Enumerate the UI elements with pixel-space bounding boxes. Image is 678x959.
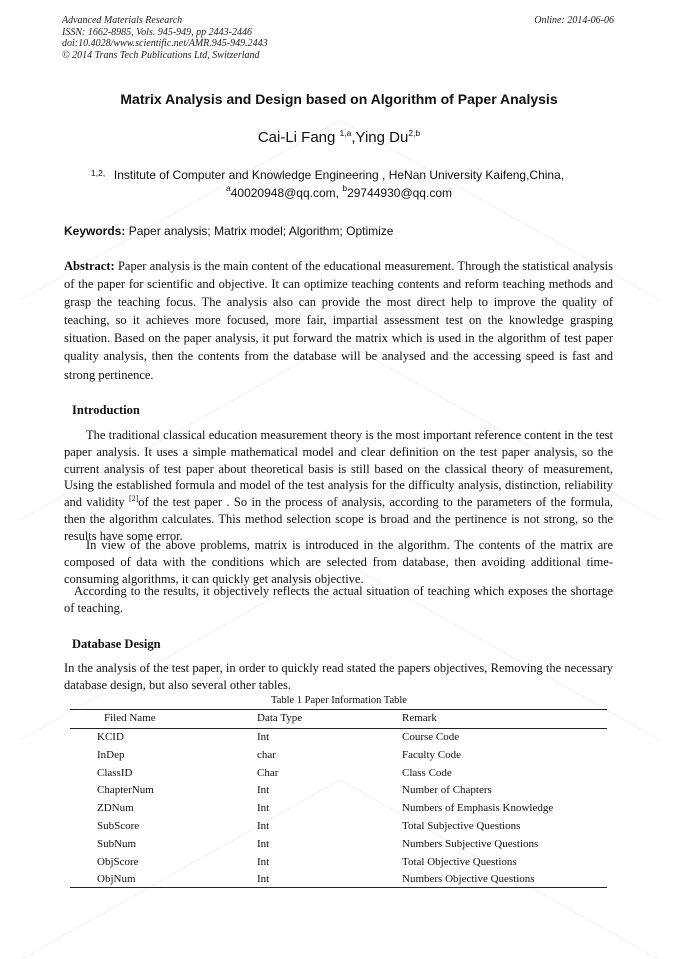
table-top-rule bbox=[70, 709, 607, 710]
intro-paragraph-2: In view of the above problems, matrix is introduced in the algorithm. The contents of the matrix are composed of data with the conditions which are selected from database, then avoiding additional time-consuming algorithms, it can quickly get analysis objective. bbox=[64, 538, 613, 586]
table-cell: Numbers Subjective Questions bbox=[402, 837, 539, 850]
journal-doi: doi:10.4028/www.scientific.net/AMR.945-949.2443 bbox=[62, 38, 268, 50]
keywords bbox=[64, 224, 393, 238]
table-header-rule bbox=[70, 728, 607, 729]
abstract bbox=[64, 257, 613, 384]
table-cell: Int bbox=[257, 731, 270, 743]
table-cell: Total Subjective Questions bbox=[402, 820, 521, 832]
author-line bbox=[0, 129, 678, 146]
table-cell: SubScore bbox=[97, 820, 140, 832]
author-1-affil: 1,a bbox=[339, 128, 352, 138]
online-date: Online: 2014-06-06 bbox=[534, 15, 614, 26]
table-cell: Int bbox=[257, 802, 270, 815]
affiliation-number: 1,2, bbox=[91, 168, 106, 178]
table-cell: Char bbox=[257, 766, 279, 779]
keywords-label: Keywords: bbox=[64, 224, 126, 238]
table-cell: Int bbox=[257, 837, 270, 850]
table-cell: Numbers Objective Questions bbox=[402, 873, 535, 886]
intro-paragraph-3: According to the results, it objectively reflects the actual situation of teaching which exposes the shortage of teaching. bbox=[64, 584, 613, 615]
author-separator: , bbox=[351, 129, 356, 146]
abstract-label: Abstract: bbox=[64, 259, 115, 273]
database-heading: Database Design bbox=[72, 637, 161, 651]
table-cell: KCID bbox=[97, 731, 124, 743]
introduction-heading: Introduction bbox=[72, 403, 140, 417]
affiliation-institute: Institute of Computer and Knowledge Engineering , HeNan University Kaifeng,China, bbox=[113, 168, 565, 182]
table-cell: Int bbox=[257, 873, 270, 886]
intro-paragraph-1: The traditional classical education measurement theory is the most important reference content in the test paper analysis. It uses a simple mathematical model and clear definition on the test paper analysis, so the current analysis of test paper about theoretical basis is still based on the classical theory of measurement, Using the established formula and model of the test analysis for the difficulty analysis, distinction, reliability and validity [2]of the test paper . So in the process of analysis, according to the parameters of the formula, then the algorithm calculates. This method selection scope is broad and the pertinence is not strong, so the results have some error. bbox=[64, 428, 613, 543]
affiliation bbox=[0, 166, 678, 202]
database-paragraph: In the analysis of the test paper, in order to quickly read stated the papers objectives, Removing the necessary database design, but also several other tables. bbox=[64, 661, 613, 692]
keywords-text: Paper analysis; Matrix model; Algorithm; Optimize bbox=[125, 224, 394, 238]
table-cell: Faculty Code bbox=[402, 748, 461, 761]
table-cell: Total Objective Questions bbox=[402, 855, 517, 868]
author-2-affil: 2,b bbox=[408, 128, 421, 138]
table-cell: ObjScore bbox=[97, 855, 139, 868]
table-cell: Int bbox=[257, 784, 270, 797]
email-a: 40020948@qq.com, bbox=[230, 186, 343, 200]
abstract-text: Paper analysis is the main content of the educational measurement. Through the statistical analysis of the paper for scientific and objective. It can optimize teaching contents and reform teaching methods and grasp the teaching focus. The analysis also can provide the most direct help to improve the quality of teaching, so it achieves more focused, more fair, impartial assessment test on the knowledge grasping situation. Based on the paper analysis, it put forward the matrix which is used in the algorithm of test paper quality analysis, then the contents from the database will be analysed and the accessing speed is fast and strong pertinence. bbox=[64, 259, 613, 382]
table-cell: ObjNum bbox=[97, 873, 136, 886]
table-cell: ClassID bbox=[97, 766, 133, 779]
author-2: Ying Du bbox=[355, 129, 409, 146]
paper-title: Matrix Analysis and Design based on Algorithm of Paper Analysis bbox=[120, 91, 558, 107]
table-cell: char bbox=[257, 748, 276, 761]
table-cell: ZDNum bbox=[97, 802, 134, 815]
table-cell: Int bbox=[257, 820, 270, 832]
table-cell: Class Code bbox=[402, 766, 452, 779]
journal-name: Advanced Materials Research bbox=[62, 15, 183, 26]
table-cell: ChapterNum bbox=[97, 784, 154, 797]
journal-issn: ISSN: 1662-8985, Vols. 945-949, pp 2443-2446 bbox=[62, 26, 252, 38]
table-header-data-type: Data Type bbox=[257, 712, 303, 724]
affiliation-emails: $^a$40020948@qq.com, $^b$29744930@qq.com bbox=[226, 183, 452, 200]
journal-copyright: © 2014 Trans Tech Publications Ltd, Switzerland bbox=[62, 49, 260, 61]
table-bottom-rule bbox=[70, 887, 607, 888]
table-header-remark: Remark bbox=[402, 712, 437, 724]
table-cell: SubNum bbox=[97, 837, 137, 850]
author-1: Cai-Li Fang bbox=[257, 129, 340, 146]
table-cell: Number of Chapters bbox=[402, 784, 492, 797]
table-cell: Course Code bbox=[402, 731, 460, 743]
table-caption: Table 1 Paper Information Table bbox=[271, 695, 407, 706]
table-cell: InDep bbox=[97, 748, 125, 761]
citation-ref: [2] bbox=[128, 494, 139, 504]
table-header-field-name: Filed Name bbox=[104, 712, 156, 724]
email-b: 29744930@qq.com bbox=[347, 186, 452, 200]
table-cell: Numbers of Emphasis Knowledge bbox=[402, 802, 554, 815]
journal-header bbox=[62, 15, 268, 61]
table-cell: Int bbox=[257, 855, 270, 868]
